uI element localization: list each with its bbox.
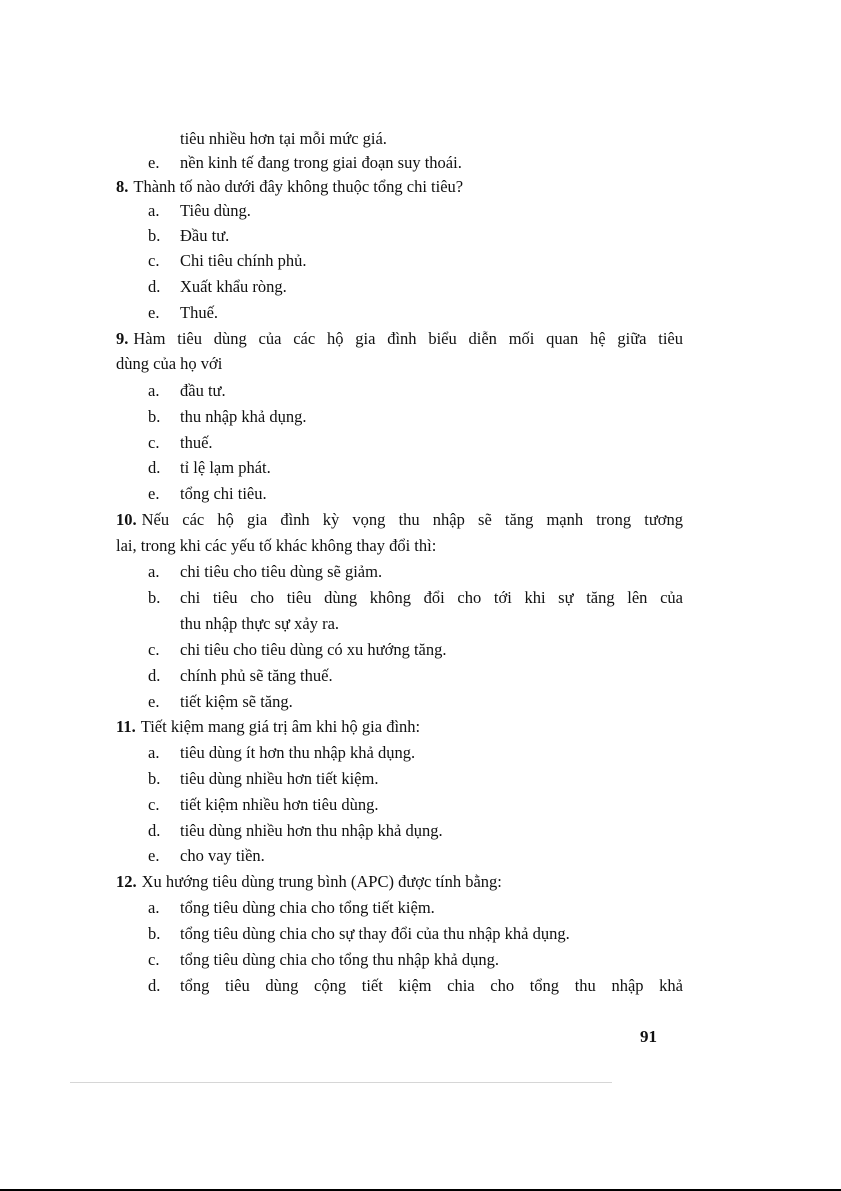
option-letter: e. xyxy=(148,484,160,503)
option-letter: e. xyxy=(148,692,160,711)
option-a xyxy=(148,201,251,221)
option-letter: c. xyxy=(148,950,160,969)
continuation-text: tiêu nhiều hơn tại mỗi mức giá. xyxy=(180,129,387,148)
question-12 xyxy=(116,872,502,892)
option-e xyxy=(148,303,218,323)
option-a xyxy=(148,743,415,763)
option-letter: e. xyxy=(148,303,160,322)
option-c xyxy=(148,251,307,271)
option-letter: e. xyxy=(148,846,160,865)
option-letter: c. xyxy=(148,251,160,270)
option-text: tổng tiêu dùng cộng tiết kiệm chia cho tổng thu nhập khả xyxy=(180,976,683,995)
option-text: chi tiêu cho tiêu dùng không đổi cho tới khi sự tăng lên của xyxy=(180,588,683,607)
option-text: Chi tiêu chính phủ. xyxy=(180,251,307,270)
option-letter: b. xyxy=(148,226,161,245)
question-number: 9. xyxy=(116,329,129,348)
option-text: tổng chi tiêu. xyxy=(180,484,267,503)
option-text: chính phủ sẽ tăng thuế. xyxy=(180,666,333,685)
option-letter: c. xyxy=(148,795,160,814)
option-a xyxy=(148,898,435,918)
option-text: chi tiêu cho tiêu dùng có xu hướng tăng. xyxy=(180,640,447,659)
option-d xyxy=(148,821,443,841)
question-10 xyxy=(116,510,683,530)
option-letter: c. xyxy=(148,640,160,659)
option-e xyxy=(148,846,265,866)
question-text-continued: dùng của họ với xyxy=(116,354,223,373)
question-text-continued: lai, trong khi các yếu tố khác không thay đổi thì: xyxy=(116,536,437,555)
option-text: Xuất khẩu ròng. xyxy=(180,277,287,296)
option-b xyxy=(148,769,378,789)
question-text: Tiết kiệm mang giá trị âm khi hộ gia đình: xyxy=(140,717,421,736)
option-text: tiêu dùng nhiều hơn tiết kiệm. xyxy=(180,769,379,788)
option-letter: d. xyxy=(148,458,161,477)
option-letter: d. xyxy=(148,821,161,840)
option-text: tiết kiệm sẽ tăng. xyxy=(180,692,293,711)
option-text: tổng tiêu dùng chia cho sự thay đổi của thu nhập khả dụng. xyxy=(180,924,570,943)
option-letter: a. xyxy=(148,898,160,917)
option-letter: b. xyxy=(148,407,161,426)
option-b xyxy=(148,226,229,246)
option-letter: a. xyxy=(148,201,160,220)
question-number: 11. xyxy=(116,717,136,736)
question-number: 12. xyxy=(116,872,137,891)
option-text: tiêu dùng ít hơn thu nhập khả dụng. xyxy=(180,743,416,762)
option-e xyxy=(148,484,267,504)
option-text: Thuế. xyxy=(180,303,219,322)
option-text: Đầu tư. xyxy=(180,226,230,245)
option-letter: a. xyxy=(148,562,160,581)
question-text: Nếu các hộ gia đình kỳ vọng thu nhập sẽ tăng mạnh trong tương xyxy=(141,510,683,529)
option-d xyxy=(148,976,683,996)
option-letter: d. xyxy=(148,277,161,296)
option-text: thu nhập khả dụng. xyxy=(180,407,307,426)
option-text: tổng tiêu dùng chia cho tổng thu nhập khả dụng. xyxy=(180,950,499,969)
option-d xyxy=(148,666,333,686)
option-text: tiết kiệm nhiều hơn tiêu dùng. xyxy=(180,795,379,814)
option-letter: b. xyxy=(148,588,161,607)
option-b xyxy=(148,588,683,608)
option-c xyxy=(148,640,447,660)
option-b xyxy=(148,924,570,944)
option-text: tiêu dùng nhiều hơn thu nhập khả dụng. xyxy=(180,821,443,840)
option-c xyxy=(148,795,378,815)
question-number: 10. xyxy=(116,510,137,529)
option-a xyxy=(148,562,382,582)
footer-divider xyxy=(70,1082,612,1083)
option-text: Tiêu dùng. xyxy=(180,201,251,220)
option-d xyxy=(148,458,271,478)
question-11 xyxy=(116,717,420,737)
question-text: Hàm tiêu dùng của các hộ gia đình biểu diễn mối quan hệ giữa tiêu xyxy=(133,329,683,348)
option-c xyxy=(148,950,499,970)
option-text: cho vay tiền. xyxy=(180,846,265,865)
question-text: Thành tố nào dưới đây không thuộc tổng chi tiêu? xyxy=(133,177,464,196)
option-letter: c. xyxy=(148,433,160,452)
option-a xyxy=(148,381,226,401)
option-letter: b. xyxy=(148,769,161,788)
option-e xyxy=(148,153,462,173)
option-letter: e. xyxy=(148,153,160,172)
page-number: 91 xyxy=(640,1027,657,1046)
option-text: tỉ lệ lạm phát. xyxy=(180,458,271,477)
option-c xyxy=(148,433,213,453)
question-number: 8. xyxy=(116,177,129,196)
option-text: đầu tư. xyxy=(180,381,226,400)
option-b xyxy=(148,407,306,427)
option-letter: b. xyxy=(148,924,161,943)
option-text: chi tiêu cho tiêu dùng sẽ giảm. xyxy=(180,562,383,581)
question-9 xyxy=(116,329,683,349)
option-text-continued: thu nhập thực sự xảy ra. xyxy=(180,614,340,633)
question-text: Xu hướng tiêu dùng trung bình (APC) được tính bằng: xyxy=(141,872,502,891)
option-text: thuế. xyxy=(180,433,213,452)
option-letter: d. xyxy=(148,666,161,685)
option-letter: a. xyxy=(148,381,160,400)
option-letter: a. xyxy=(148,743,160,762)
option-d xyxy=(148,277,287,297)
option-letter: d. xyxy=(148,976,161,995)
option-text: nền kinh tế đang trong giai đoạn suy thoái. xyxy=(180,153,462,172)
option-e xyxy=(148,692,293,712)
option-text: tổng tiêu dùng chia cho tổng tiết kiệm. xyxy=(180,898,435,917)
question-8 xyxy=(116,177,463,197)
